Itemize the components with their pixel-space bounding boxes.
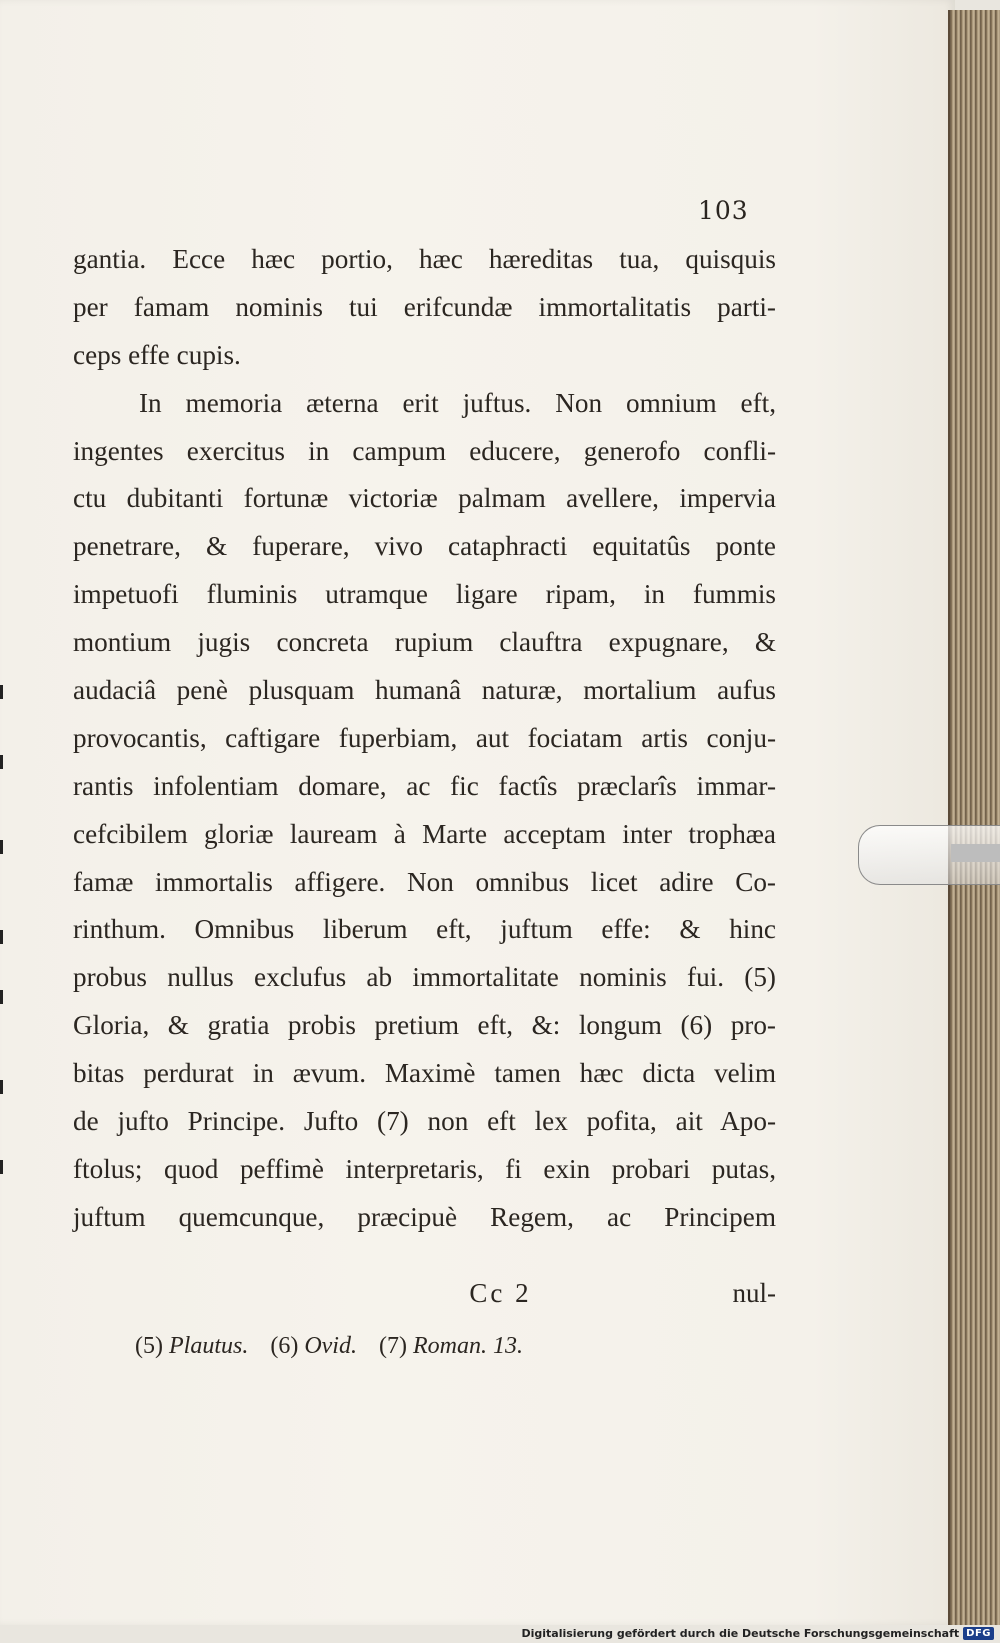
text-line: rinthum. Omnibus liberum eft, juftum effe: & hinc (73, 914, 776, 945)
text-line: rantis infolentiam domare, ac fic factîs præclarîs immar- (73, 770, 776, 801)
text-line: provocantis, caftigare fuperbiam, aut fociatam artis conju- (73, 722, 776, 753)
text-line: ctu dubitanti fortunæ victoriæ palmam avellere, impervia (73, 483, 776, 514)
text-line: de jufto Principe. Jufto (7) non eft lex pofita, ait Apo- (73, 1106, 776, 1137)
signature-line (73, 1278, 776, 1326)
text-line: cefcibilem gloriæ lauream à Marte acceptam inter trophæa (73, 818, 776, 849)
footnote-marker: (6) (270, 1333, 299, 1359)
footnote-text: Ovid. (304, 1333, 357, 1359)
footnote-marker: (7) (378, 1333, 407, 1359)
text-line: penetrare, & fuperare, vivo cataphracti equitatûs ponte (73, 531, 776, 562)
text-line: ceps effe cupis. (73, 339, 241, 370)
footnote-text: Roman. 13. (412, 1333, 523, 1359)
dfg-logo-icon: DFG (963, 1627, 994, 1640)
digitization-credit (521, 1627, 994, 1640)
catchword: nul- (732, 1278, 776, 1308)
text-line: In memoria æterna erit juftus. Non omnium eft, (139, 387, 776, 418)
text-line: montium jugis concreta rupium clauftra expugnare, & (73, 627, 776, 658)
spine-bleed-marks (0, 600, 6, 1300)
text-line: impetuofi fluminis utramque ligare ripam, in fummis (73, 579, 776, 610)
body-text (73, 236, 776, 1242)
footnote-marker: (5) (135, 1333, 163, 1359)
signature-mark: Cc 2 (469, 1278, 532, 1308)
text-line: per famam nominis tui erifcundæ immortalitatis parti- (73, 291, 776, 322)
footnote (135, 1333, 248, 1360)
page-holder-clip (858, 825, 1000, 885)
text-line: audaciâ penè plusquam humanâ naturæ, mortalium aufus (73, 675, 776, 706)
text-line: famæ immortalis affigere. Non omnibus licet adire Co- (73, 866, 776, 897)
credit-text: Digitalisierung gefördert durch die Deutsche Forschungsgemeinschaft (521, 1627, 960, 1640)
footnote (270, 1333, 357, 1360)
text-line: juftum quemcunque, præcipuè Regem, ac Principem (73, 1201, 776, 1232)
book-page-edges (948, 10, 1000, 1625)
page-number: 103 (698, 196, 749, 225)
footnotes (135, 1333, 755, 1360)
text-line: bitas perdurat in ævum. Maximè tamen hæc dicta velim (73, 1058, 776, 1089)
text-line: ftolus; quod peffimè interpretaris, fi exin probari putas, (73, 1153, 776, 1184)
text-line: Gloria, & gratia probis pretium eft, &: longum (6) pro- (73, 1010, 776, 1041)
text-line: gantia. Ecce hæc portio, hæc hæreditas tua, quisquis (73, 244, 776, 274)
text-line: probus nullus exclufus ab immortalitate nominis fui. (5) (73, 962, 776, 993)
text-line: ingentes exercitus in campum educere, generofo confli- (73, 435, 776, 466)
footnote-text: Plautus. (168, 1333, 249, 1359)
footnote (379, 1333, 523, 1360)
